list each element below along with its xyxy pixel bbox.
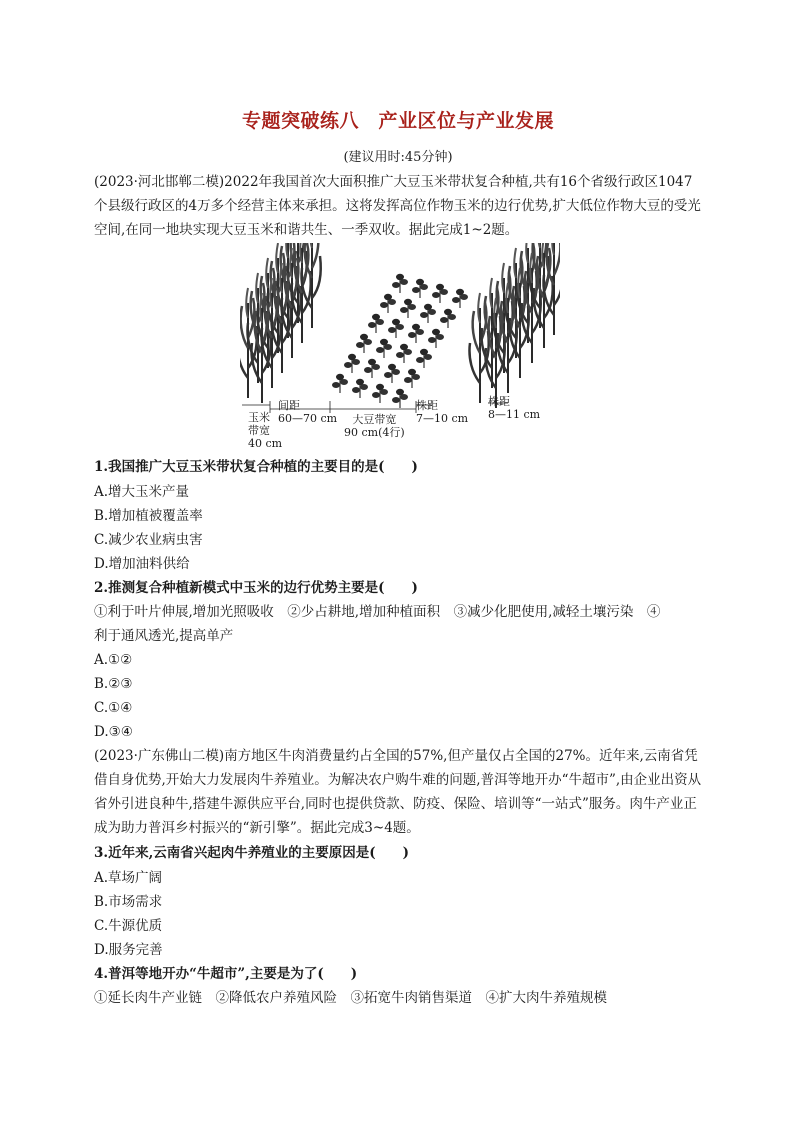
spacing-label: 间距 60—70 cm — [278, 399, 338, 425]
corn-plant-spacing-label: 株距 8—11 cm — [488, 395, 541, 421]
question-2-stem: 2.推测复合种植新模式中玉米的边行优势主要是( ) — [94, 580, 418, 596]
intro-passage-2: (2023·广东佛山二模)南方地区牛肉消费量约占全国的57%,但产量仅占全国的27%。近年来,云南省凭借自身优势,开始大力发展肉牛养殖业。为解决农户购牛难的问题,普洱等地开办“牛超市”,由企业出资从省外引进良种牛,搭建牛源供应平台,同时也提供贷款、防疫、保险、培训等“一站式”服务。肉牛产业正成为助力普洱乡村振兴的“新引擎”。据此完成3~4题。 — [94, 748, 702, 836]
soy-plant-spacing-label: 株距 7—10 cm — [416, 399, 469, 425]
question-4-stem: 4.普洱等地开办“牛超市”,主要是为了( ) — [94, 966, 358, 982]
corn-strip-right — [469, 243, 560, 408]
time-suggestion: (建议用时:45分钟) — [343, 150, 453, 165]
q1-option-b[interactable]: B.增加植被覆盖率 — [94, 508, 203, 524]
intro-passage-1: (2023·河北邯郸二模)2022年我国首次大面积推广大豆玉米带状复合种植,共有16个省级行政区1047个县级行政区的4万多个经营主体来承担。这将发挥高位作物玉米的边行优势,扩大低位作物大豆的受光空间,在同一地块实现大豆玉米和谐共生、一季双收。据此完成1~2题。 — [94, 174, 701, 238]
q3-option-b[interactable]: B.市场需求 — [94, 894, 163, 910]
q1-option-a[interactable]: A.增大玉米产量 — [94, 484, 190, 500]
q2-option-c[interactable]: C.①④ — [94, 700, 133, 716]
q3-option-d[interactable]: D.服务完善 — [94, 942, 163, 958]
q2-statements-line2: 利于通风透光,提高单产 — [94, 628, 234, 644]
q2-option-d[interactable]: D.③④ — [94, 724, 133, 740]
page-title: 专题突破练八 产业区位与产业发展 — [241, 110, 554, 132]
corn-strip-left — [240, 243, 321, 403]
intercropping-diagram — [240, 243, 560, 458]
question-1-stem: 1.我国推广大豆玉米带状复合种植的主要目的是( ) — [94, 459, 418, 475]
q1-option-d[interactable]: D.增加油料供给 — [94, 556, 190, 572]
q2-statements-line1: ①利于叶片伸展,增加光照吸收 ②少占耕地,增加种植面积 ③减少化肥使用,减轻土壤污染 ④ — [94, 604, 661, 620]
q3-option-c[interactable]: C.牛源优质 — [94, 918, 163, 934]
corn-width-label: 玉米 带宽 40 cm — [248, 411, 283, 450]
soy-width-label: 大豆带宽 90 cm(4行) — [344, 413, 405, 439]
q2-option-a[interactable]: A.①② — [94, 652, 133, 668]
soybean-strip — [332, 274, 468, 408]
q4-statements: ①延长肉牛产业链 ②降低农户养殖风险 ③拓宽牛肉销售渠道 ④扩大肉牛养殖规模 — [94, 990, 607, 1006]
q3-option-a[interactable]: A.草场广阔 — [94, 870, 163, 886]
question-3-stem: 3.近年来,云南省兴起肉牛养殖业的主要原因是( ) — [94, 845, 410, 861]
q2-option-b[interactable]: B.②③ — [94, 676, 133, 692]
q1-option-c[interactable]: C.减少农业病虫害 — [94, 532, 203, 548]
